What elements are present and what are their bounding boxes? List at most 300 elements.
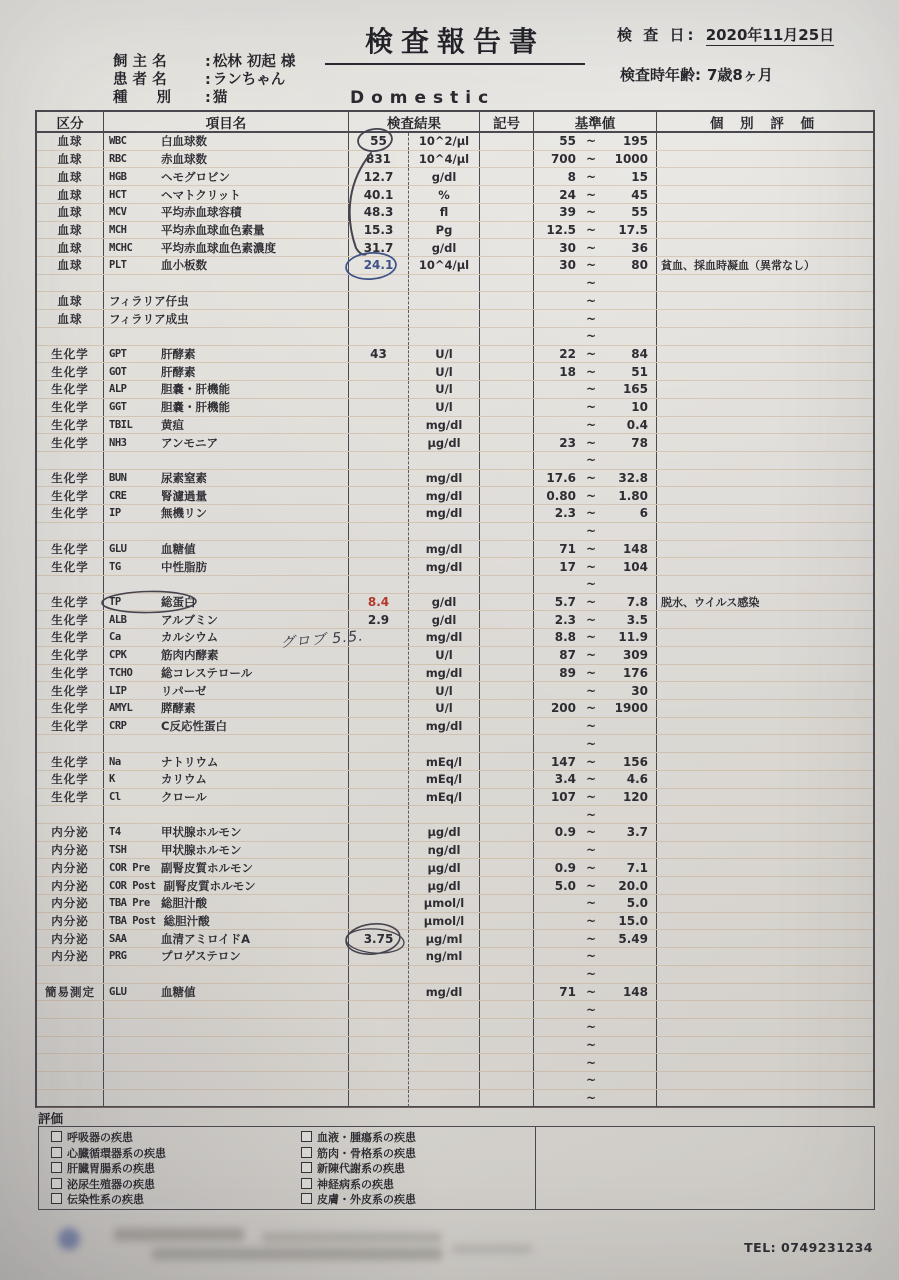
ref-high: 15 xyxy=(631,169,648,184)
checkbox-icon xyxy=(301,1178,312,1189)
cell-reference-range xyxy=(534,168,657,185)
col-header-symbol: 記号 xyxy=(480,112,534,131)
cell-category xyxy=(37,328,104,345)
cell-reference-range xyxy=(534,594,657,611)
cell-individual-evaluation xyxy=(657,611,873,628)
cell-result xyxy=(349,984,409,1001)
item-label: 甲状腺ホルモン xyxy=(161,825,242,840)
ref-low: 39 xyxy=(559,205,576,220)
ref-tilde: ~ xyxy=(585,471,597,486)
item-code: Cl xyxy=(109,790,121,803)
cell-symbol xyxy=(480,913,534,930)
col-header-item: 項目名 xyxy=(104,112,349,131)
cell-unit: U/l xyxy=(409,700,480,717)
cell-reference-range xyxy=(534,611,657,628)
item-label: C反応性蛋白 xyxy=(161,719,227,734)
cell-category xyxy=(37,735,104,752)
ref-tilde: ~ xyxy=(585,789,597,804)
cell-unit xyxy=(409,576,480,593)
cell-item-name xyxy=(104,505,349,522)
cell-result xyxy=(349,470,409,487)
cell-item-name xyxy=(104,700,349,717)
table-row xyxy=(37,948,873,966)
table-row xyxy=(37,789,873,807)
cell-unit xyxy=(409,310,480,327)
cell-reference-range xyxy=(534,753,657,770)
cell-reference-range xyxy=(534,966,657,983)
cell-symbol xyxy=(480,346,534,363)
cell-individual-evaluation xyxy=(657,328,873,345)
cell-result xyxy=(349,292,409,309)
ref-low: 23 xyxy=(559,435,576,450)
cell-item-name xyxy=(104,948,349,965)
cell-symbol xyxy=(480,771,534,788)
cell-reference-range xyxy=(534,682,657,699)
ref-high: 148 xyxy=(622,984,648,999)
cell-symbol xyxy=(480,930,534,947)
cell-result xyxy=(349,718,409,735)
cell-category: 生化学 xyxy=(37,789,104,806)
table-row xyxy=(37,895,873,913)
evaluation-section-label: 評価 xyxy=(38,1111,64,1126)
cell-item-name xyxy=(104,275,349,292)
ref-tilde: ~ xyxy=(585,276,597,291)
table-row xyxy=(37,470,873,488)
item-label: フィラリア成虫 xyxy=(109,311,189,326)
evaluation-comment-area xyxy=(536,1127,874,1209)
cell-category: 血球 xyxy=(37,292,104,309)
table-row xyxy=(37,930,873,948)
ref-low: 89 xyxy=(559,665,576,680)
item-label: 副腎皮質ホルモン xyxy=(163,878,256,893)
ref-tilde: ~ xyxy=(585,1038,597,1053)
results-table xyxy=(35,110,875,1108)
cell-result xyxy=(349,753,409,770)
disease-checkbox-item xyxy=(301,1161,416,1177)
cell-individual-evaluation xyxy=(657,1054,873,1071)
cell-result xyxy=(349,789,409,806)
cell-unit: μg/ml xyxy=(409,930,480,947)
cell-result: 31.7 xyxy=(349,239,409,256)
ref-low: 71 xyxy=(559,541,576,556)
cell-unit: 10^4/μl xyxy=(409,257,480,274)
cell-result xyxy=(349,771,409,788)
item-label: 無機リン xyxy=(161,506,207,521)
item-code: PRG xyxy=(109,950,127,963)
checkbox-icon xyxy=(301,1147,312,1158)
table-row xyxy=(37,381,873,399)
cell-reference-range xyxy=(534,1037,657,1054)
cell-individual-evaluation xyxy=(657,735,873,752)
item-code: HGB xyxy=(109,170,127,183)
cell-category: 生化学 xyxy=(37,718,104,735)
ref-low: 22 xyxy=(559,346,576,361)
ref-high: 1.80 xyxy=(618,488,648,503)
cell-individual-evaluation xyxy=(657,753,873,770)
cell-category xyxy=(37,1037,104,1054)
cell-category: 生化学 xyxy=(37,700,104,717)
cell-item-name xyxy=(104,363,349,380)
ref-tilde: ~ xyxy=(585,984,597,999)
cell-reference-range xyxy=(534,859,657,876)
cell-result: 24.1 xyxy=(349,257,409,274)
cell-category xyxy=(37,1072,104,1089)
cell-unit: g/dl xyxy=(409,594,480,611)
checkbox-label: 筋肉・骨格系の疾患 xyxy=(317,1146,416,1160)
ref-tilde: ~ xyxy=(585,169,597,184)
cell-result xyxy=(349,452,409,469)
species-value: 猫 xyxy=(212,90,228,106)
cell-individual-evaluation xyxy=(657,984,873,1001)
owner-name-row: 飼 主 名 : 松林 初起 様 xyxy=(113,54,296,70)
cell-unit xyxy=(409,523,480,540)
cell-result xyxy=(349,735,409,752)
cell-item-name xyxy=(104,966,349,983)
cell-result xyxy=(349,487,409,504)
cell-result: 43 xyxy=(349,346,409,363)
cell-individual-evaluation xyxy=(657,771,873,788)
cell-symbol xyxy=(480,363,534,380)
ref-tilde: ~ xyxy=(585,240,597,255)
cell-reference-range xyxy=(534,328,657,345)
checkbox-label: 神経病系の疾患 xyxy=(317,1177,394,1191)
table-row xyxy=(37,257,873,275)
cell-item-name xyxy=(104,877,349,894)
cell-result: 8.4 xyxy=(349,594,409,611)
cell-result xyxy=(349,363,409,380)
cell-category: 生化学 xyxy=(37,665,104,682)
cell-item-name xyxy=(104,204,349,221)
table-row xyxy=(37,292,873,310)
ref-high: 80 xyxy=(631,258,648,273)
item-code: LIP xyxy=(109,684,127,697)
cell-symbol xyxy=(480,682,534,699)
cell-unit: mg/dl xyxy=(409,487,480,504)
clinic-stamp-blurred xyxy=(52,1222,552,1278)
cell-item-name xyxy=(104,346,349,363)
disease-checkbox-item xyxy=(51,1161,166,1177)
item-label: フィラリア仔虫 xyxy=(109,293,189,308)
table-row xyxy=(37,824,873,842)
ref-low: 147 xyxy=(550,754,576,769)
item-label: 肝酵素 xyxy=(161,346,196,361)
cell-result xyxy=(349,1037,409,1054)
cell-symbol xyxy=(480,541,534,558)
table-row xyxy=(37,665,873,683)
cell-category: 生化学 xyxy=(37,434,104,451)
table-row xyxy=(37,399,873,417)
item-code: TBIL xyxy=(109,418,133,431)
ref-tilde: ~ xyxy=(585,488,597,503)
item-label: プロゲステロン xyxy=(161,949,241,964)
cell-individual-evaluation xyxy=(657,168,873,185)
cell-result xyxy=(349,1090,409,1107)
ref-low: 107 xyxy=(550,789,576,804)
cell-symbol xyxy=(480,611,534,628)
cell-individual-evaluation xyxy=(657,913,873,930)
cell-individual-evaluation xyxy=(657,895,873,912)
cell-reference-range xyxy=(534,842,657,859)
item-label: 血小板数 xyxy=(161,258,207,273)
item-label: アルブミン xyxy=(161,612,219,627)
cell-item-name xyxy=(104,558,349,575)
item-label: 腎濾過量 xyxy=(161,488,207,503)
cell-reference-range xyxy=(534,239,657,256)
ref-tilde: ~ xyxy=(585,152,597,167)
ref-high: 7.8 xyxy=(626,595,648,610)
cell-category: 生化学 xyxy=(37,470,104,487)
cell-individual-evaluation xyxy=(657,1037,873,1054)
cell-category: 生化学 xyxy=(37,399,104,416)
cell-reference-range xyxy=(534,434,657,451)
checkbox-label: 呼吸器の疾患 xyxy=(67,1131,133,1144)
cell-reference-range xyxy=(534,1001,657,1018)
item-code: Ca xyxy=(109,631,121,644)
ref-low: 24 xyxy=(559,187,576,202)
ref-low: 2.3 xyxy=(554,506,576,521)
cell-unit: mg/dl xyxy=(409,505,480,522)
checkbox-icon xyxy=(51,1178,62,1189)
cell-individual-evaluation xyxy=(657,789,873,806)
cell-result xyxy=(349,523,409,540)
cell-unit: mg/dl xyxy=(409,470,480,487)
cell-reference-range xyxy=(534,930,657,947)
table-row xyxy=(37,984,873,1002)
table-row xyxy=(37,735,873,753)
cell-individual-evaluation xyxy=(657,434,873,451)
cell-category: 内分泌 xyxy=(37,877,104,894)
cell-unit: mg/dl xyxy=(409,629,480,646)
cell-item-name xyxy=(104,842,349,859)
ref-high: 176 xyxy=(622,665,648,680)
cell-category xyxy=(37,452,104,469)
item-label: 白血球数 xyxy=(161,134,207,149)
cell-reference-range xyxy=(534,257,657,274)
cell-category: 生化学 xyxy=(37,363,104,380)
patient-name-row: 患 者 名 : ランちゃん xyxy=(113,72,286,88)
cell-reference-range xyxy=(534,523,657,540)
cell-individual-evaluation xyxy=(657,824,873,841)
col-header-reference: 基準値 xyxy=(534,112,657,131)
patient-name-label: 患 者 名 xyxy=(113,72,167,88)
cell-item-name xyxy=(104,1072,349,1089)
cell-result xyxy=(349,842,409,859)
table-row xyxy=(37,1037,873,1055)
item-code: MCV xyxy=(109,206,127,219)
ref-low: 3.4 xyxy=(554,772,576,787)
cell-symbol xyxy=(480,452,534,469)
cell-category: 生化学 xyxy=(37,558,104,575)
cell-reference-range xyxy=(534,771,657,788)
owner-name-label: 飼 主 名 xyxy=(113,54,167,70)
ref-tilde: ~ xyxy=(585,1002,597,1017)
cell-individual-evaluation xyxy=(657,239,873,256)
ref-high: 5.0 xyxy=(626,896,648,911)
cell-category: 血球 xyxy=(37,133,104,150)
ref-tilde: ~ xyxy=(585,293,597,308)
cell-category: 血球 xyxy=(37,257,104,274)
item-code: COR Post xyxy=(109,879,156,892)
cell-unit: μg/dl xyxy=(409,859,480,876)
cell-category: 生化学 xyxy=(37,647,104,664)
cell-individual-evaluation xyxy=(657,665,873,682)
cell-symbol xyxy=(480,1072,534,1089)
cell-reference-range xyxy=(534,186,657,203)
cell-category: 内分泌 xyxy=(37,824,104,841)
cell-result: 40.1 xyxy=(349,186,409,203)
item-code: TBA Post xyxy=(109,914,156,927)
ref-high: 84 xyxy=(631,346,648,361)
table-row xyxy=(37,771,873,789)
ref-tilde: ~ xyxy=(585,949,597,964)
ref-high: 51 xyxy=(631,364,648,379)
ref-tilde: ~ xyxy=(585,222,597,237)
disease-checkbox-item xyxy=(51,1177,166,1193)
table-row xyxy=(37,1019,873,1037)
item-label: 副腎皮質ホルモン xyxy=(161,860,253,875)
checkbox-icon xyxy=(51,1131,62,1142)
cell-reference-range xyxy=(534,275,657,292)
item-code: NH3 xyxy=(109,436,127,449)
cell-result xyxy=(349,310,409,327)
cell-result xyxy=(349,434,409,451)
item-label: 胆嚢・肝機能 xyxy=(161,382,230,397)
cell-item-name xyxy=(104,806,349,823)
item-label: 平均赤血球血色素濃度 xyxy=(161,240,276,255)
table-row xyxy=(37,594,873,612)
cell-item-name xyxy=(104,381,349,398)
table-row xyxy=(37,753,873,771)
cell-individual-evaluation xyxy=(657,523,873,540)
cell-category: 血球 xyxy=(37,222,104,239)
table-row xyxy=(37,310,873,328)
table-row xyxy=(37,151,873,169)
item-code: ALP xyxy=(109,383,127,396)
cell-unit: 10^4/μl xyxy=(409,151,480,168)
table-row xyxy=(37,1072,873,1090)
cell-individual-evaluation xyxy=(657,842,873,859)
cell-category: 血球 xyxy=(37,239,104,256)
cell-unit: μg/dl xyxy=(409,877,480,894)
cell-individual-evaluation xyxy=(657,1001,873,1018)
ref-low: 17.6 xyxy=(546,471,576,486)
item-label: 血糖値 xyxy=(161,541,196,556)
ref-high: 17.5 xyxy=(618,222,648,237)
cell-individual-evaluation xyxy=(657,682,873,699)
ref-high: 20.0 xyxy=(618,878,648,893)
checkbox-icon xyxy=(51,1147,62,1158)
ref-high: 78 xyxy=(631,435,648,450)
ref-tilde: ~ xyxy=(585,1091,597,1106)
cell-result xyxy=(349,700,409,717)
cell-symbol xyxy=(480,434,534,451)
ref-tilde: ~ xyxy=(585,967,597,982)
cell-unit xyxy=(409,735,480,752)
patient-name-value: ランちゃん xyxy=(212,72,286,88)
exam-date-value: 2020年11月25日 xyxy=(705,26,835,44)
cell-individual-evaluation xyxy=(657,487,873,504)
cell-symbol xyxy=(480,735,534,752)
cell-individual-evaluation xyxy=(657,452,873,469)
cell-category: 血球 xyxy=(37,186,104,203)
ref-high: 15.0 xyxy=(618,913,648,928)
cell-symbol xyxy=(480,948,534,965)
item-label: 甲状腺ホルモン xyxy=(161,843,242,858)
cell-unit: μmol/l xyxy=(409,895,480,912)
ref-high: 3.5 xyxy=(626,612,648,627)
cell-item-name xyxy=(104,310,349,327)
item-label: 血糖値 xyxy=(161,984,196,999)
col-header-category: 区分 xyxy=(37,112,104,131)
item-label: 血清アミロイドA xyxy=(161,931,251,946)
cell-unit: U/l xyxy=(409,399,480,416)
cell-unit: U/l xyxy=(409,647,480,664)
cell-unit xyxy=(409,1019,480,1036)
checkbox-label: 血液・腫瘍系の疾患 xyxy=(317,1131,416,1144)
table-row xyxy=(37,133,873,151)
table-row xyxy=(37,859,873,877)
checkbox-label: 心臓循環器系の疾患 xyxy=(67,1146,166,1160)
table-row xyxy=(37,487,873,505)
cell-result: 48.3 xyxy=(349,204,409,221)
cell-reference-range xyxy=(534,417,657,434)
cell-item-name xyxy=(104,399,349,416)
cell-individual-evaluation xyxy=(657,558,873,575)
cell-result xyxy=(349,682,409,699)
cell-category: 生化学 xyxy=(37,594,104,611)
cell-symbol xyxy=(480,1001,534,1018)
item-code: GOT xyxy=(109,365,127,378)
cell-reference-range xyxy=(534,222,657,239)
cell-reference-range xyxy=(534,558,657,575)
ref-tilde: ~ xyxy=(585,205,597,220)
cell-unit: Pg xyxy=(409,222,480,239)
ref-low: 2.3 xyxy=(554,612,576,627)
item-label: 平均赤血球血色素量 xyxy=(161,222,265,237)
cell-symbol xyxy=(480,487,534,504)
cell-individual-evaluation xyxy=(657,948,873,965)
cell-item-name xyxy=(104,1037,349,1054)
ref-tilde: ~ xyxy=(585,701,597,716)
cell-item-name xyxy=(104,611,349,628)
cell-individual-evaluation xyxy=(657,806,873,823)
cell-item-name xyxy=(104,487,349,504)
ref-tilde: ~ xyxy=(585,896,597,911)
species-row: 種 別 : 猫 xyxy=(113,90,228,106)
ref-tilde: ~ xyxy=(585,683,597,698)
cell-symbol xyxy=(480,257,534,274)
ref-low: 17 xyxy=(559,559,576,574)
checkbox-label: 伝染性系の疾患 xyxy=(67,1193,144,1207)
cell-individual-evaluation xyxy=(657,417,873,434)
item-label: 総胆汁酸 xyxy=(163,913,210,928)
cell-item-name xyxy=(104,984,349,1001)
cell-unit: μmol/l xyxy=(409,913,480,930)
cell-symbol xyxy=(480,505,534,522)
table-header xyxy=(37,112,873,133)
ref-tilde: ~ xyxy=(585,648,597,663)
cell-result: 2.9 xyxy=(349,611,409,628)
disease-checkbox-item xyxy=(51,1146,166,1162)
cell-result: 12.7 xyxy=(349,168,409,185)
item-code: WBC xyxy=(109,135,127,148)
cell-symbol xyxy=(480,133,534,150)
cell-symbol xyxy=(480,665,534,682)
item-code: TBA Pre xyxy=(109,897,150,910)
cell-reference-range xyxy=(534,1090,657,1107)
cell-result: 15.3 xyxy=(349,222,409,239)
cell-item-name xyxy=(104,328,349,345)
